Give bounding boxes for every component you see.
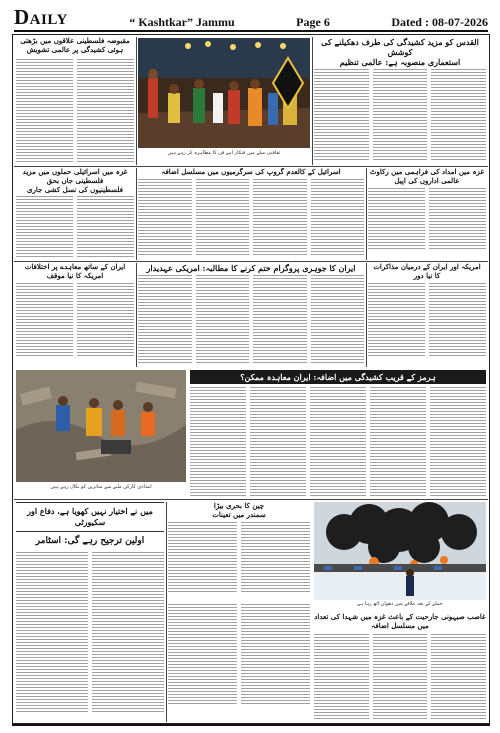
rescue-photo (16, 370, 186, 482)
story-mid-right (368, 168, 486, 260)
top-photo (138, 38, 310, 148)
story-bottom-left-subhead: اولین ترجیح رہے گی: اسٹامر (35, 536, 145, 547)
story-top-right-subhead: استعماری منصوبہ ہے: عالمی تنظیم (339, 57, 461, 67)
smoke-photo (314, 502, 486, 600)
story-top-left (16, 37, 134, 165)
story-mid-right-subhead: عالمی اداروں کی اپیل (394, 175, 460, 185)
story-strip-body (190, 387, 486, 497)
page-number: Page 6 (296, 15, 330, 29)
story-bottom-mid (168, 502, 310, 602)
smoke-image (314, 502, 486, 600)
smoke-photo-caption: حملے کے بعد علاقے میں دھواں اٹھ رہا ہے (357, 601, 443, 607)
story-bottom-left (16, 502, 164, 722)
story-mid-left (16, 168, 134, 260)
rescue-image (16, 370, 186, 482)
issue-date: Dated : 08-07-2026 (391, 15, 488, 29)
story-lower-right-subhead: کا نیا دور (413, 270, 441, 280)
story-mid-left-subhead: فلسطینیوں کی نسل کشی جاری (27, 184, 123, 194)
paper-name: “ Kashtkar” Jammu (129, 15, 235, 29)
story-bottom-mid-body (168, 604, 310, 706)
story-mid-left-headline: غزہ میں اسرائیلی حملوں میں مزید فلسطینی جاں بحق (22, 168, 128, 185)
story-mid-center-headline: اسرائیل کے کالعدم گروپ کی سرگرمیوں میں مسلسل اضافہ (161, 168, 341, 176)
story-lower-left-subhead: امریکہ کا نیا موقف (46, 270, 104, 280)
story-bottom-mid-headline: چین کا بحری بیڑا (213, 502, 265, 510)
story-mid-right-headline: غزہ میں امداد کی فراہمی میں رکاوٹ (369, 168, 485, 176)
story-lower-center (138, 263, 364, 367)
story-bottom-mid-subhead: سمندر میں تعینات (212, 509, 266, 519)
story-lower-left-headline: ایران کے ساتھ معاہدے پر اختلافات (24, 263, 126, 271)
rescue-photo-caption: امدادی کارکن ملبے سے متاثرین کو نکال رہے ہیں (50, 484, 152, 490)
story-top-right-headline: القدس کو مزید کشیدگی کی طرف دھکیلنے کی کوشش (321, 37, 479, 57)
footer-rule (12, 724, 490, 726)
bottom-banner-headline: غاصب صیہونی جارحیت کے باعث غزہ میں شہدا کی تعداد میں مسلسل اضافہ (314, 612, 486, 631)
story-lower-right (368, 263, 486, 367)
story-lower-left (16, 263, 134, 367)
story-top-left-headline: مقبوضہ فلسطینی علاقوں میں بڑھتی ہوئی کشیدگی پر عالمی تشویش (20, 37, 130, 54)
story-bottom-left-headline: میں نے اختیار نہیں کھویا ہے، دفاع اور سکیورٹی (16, 502, 164, 532)
strip-headline: ہرمز کے قریب کشیدگی میں اضافہ: ایران معاہدہ ممکن؟ (190, 370, 486, 384)
story-top-right (314, 37, 486, 165)
story-bottom-right-body (314, 634, 486, 720)
story-lower-right-headline: امریکہ اور ایران کے درمیان مذاکرات (373, 263, 481, 271)
performance-image (138, 38, 310, 148)
masthead (14, 5, 488, 32)
top-photo-caption: ثقافتی میلے میں فنکار اپنے فن کا مظاہرہ کر رہے ہیں (167, 150, 281, 156)
story-mid-center (138, 168, 364, 260)
story-lower-center-headline: ایران کا جوہری پروگرام ختم کرنے کا مطالبہ: امریکی عہدیدار (146, 263, 356, 273)
newspaper-brand: DAILY (14, 5, 68, 29)
